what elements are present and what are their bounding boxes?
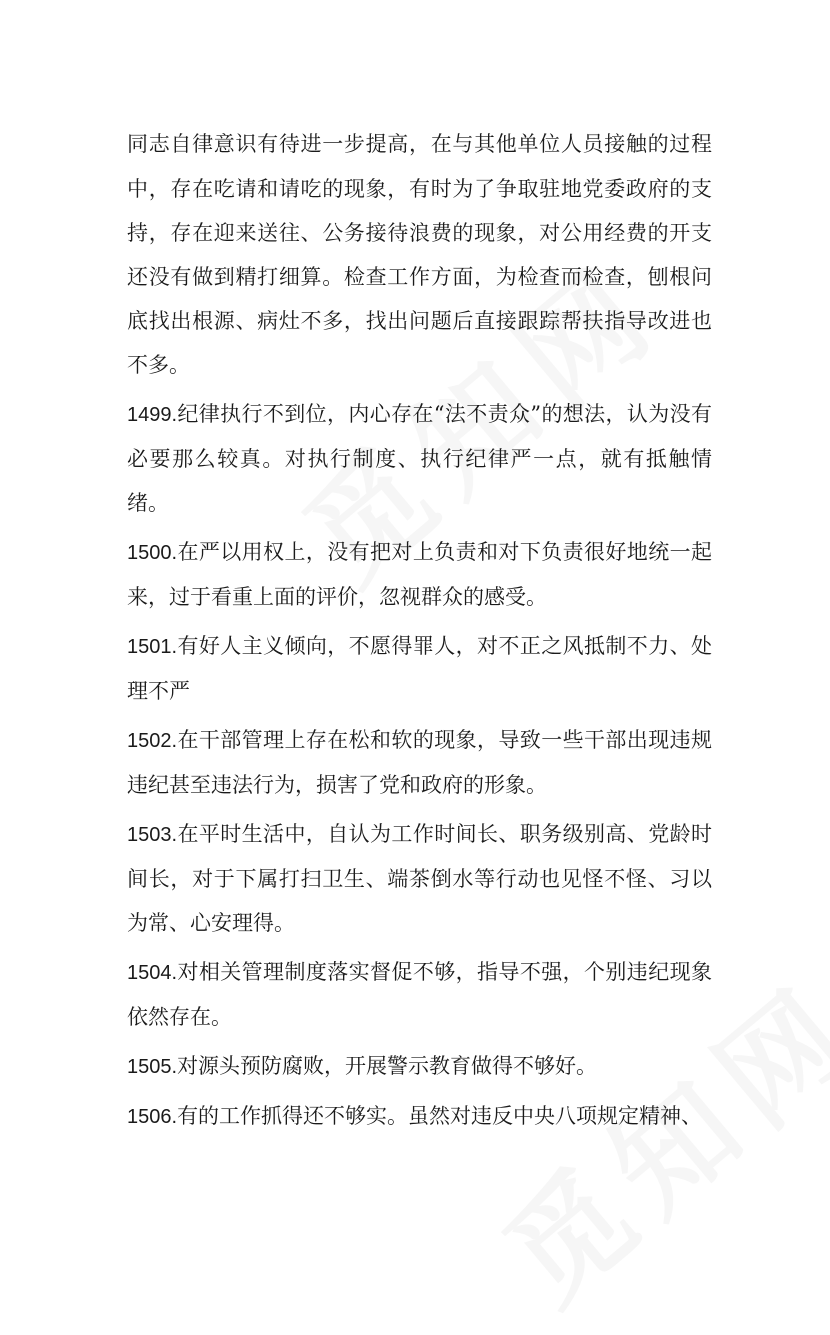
item-number: 1502.: [127, 730, 178, 752]
paragraph-text: 有好人主义倾向，不愿得罪人，对不正之风抵制不力、处理不严: [127, 634, 712, 703]
item-number: 1506.: [127, 1106, 178, 1128]
list-item-1505: [127, 1044, 712, 1089]
list-item-1503: [127, 812, 712, 945]
item-number: 1499.: [127, 404, 178, 426]
paragraph-text: 在严以用权上，没有把对上负责和对下负责很好地统一起来，过于看重上面的评价，忽视群众的感受。: [127, 540, 712, 609]
list-item-1499: [127, 392, 712, 525]
list-item-1506: [127, 1094, 712, 1139]
list-item-1500: [127, 530, 712, 619]
item-number: 1505.: [127, 1056, 178, 1078]
list-item-1504: [127, 950, 712, 1039]
document-body: [127, 122, 712, 1144]
paragraph-text: 在干部管理上存在松和软的现象，导致一些干部出现违规违纪甚至违法行为，损害了党和政府的形象。: [127, 728, 712, 797]
paragraph-text: 同志自律意识有待进一步提高，在与其他单位人员接触的过程中，存在吃请和请吃的现象，有时为了争取驻地党委政府的支持，存在迎来送往、公务接待浪费的现象，对公用经费的开支还没有做到精打细算。检查工作方面，为检查而检查，刨根问底找出根源、病灶不多，找出问题后直接跟踪帮扶指导改进也不多。: [127, 132, 712, 377]
paragraph-text: 纪律执行不到位，内心存在“法不责众”的想法，认为没有必要那么较真。对执行制度、执行纪律严一点，就有抵触情绪。: [127, 402, 712, 515]
paragraph-text: 对相关管理制度落实督促不够，指导不强，个别违纪现象依然存在。: [127, 960, 712, 1029]
paragraph-text: 对源头预防腐败，开展警示教育做得不够好。: [177, 1054, 598, 1078]
item-number: 1501.: [127, 636, 178, 658]
list-item-1502: [127, 718, 712, 807]
paragraph-text: 在平时生活中，自认为工作时间长、职务级别高、党龄时间长，对于下属打扫卫生、端茶倒水等行动也见怪不怪、习以为常、心安理得。: [127, 822, 712, 935]
paragraph-text: 有的工作抓得还不够实。虽然对违反中央八项规定精神、: [177, 1104, 703, 1128]
item-number: 1503.: [127, 824, 178, 846]
item-number: 1504.: [127, 962, 178, 984]
list-item-1501: [127, 624, 712, 713]
item-number: 1500.: [127, 542, 178, 564]
paragraph-continuation: [127, 122, 712, 387]
